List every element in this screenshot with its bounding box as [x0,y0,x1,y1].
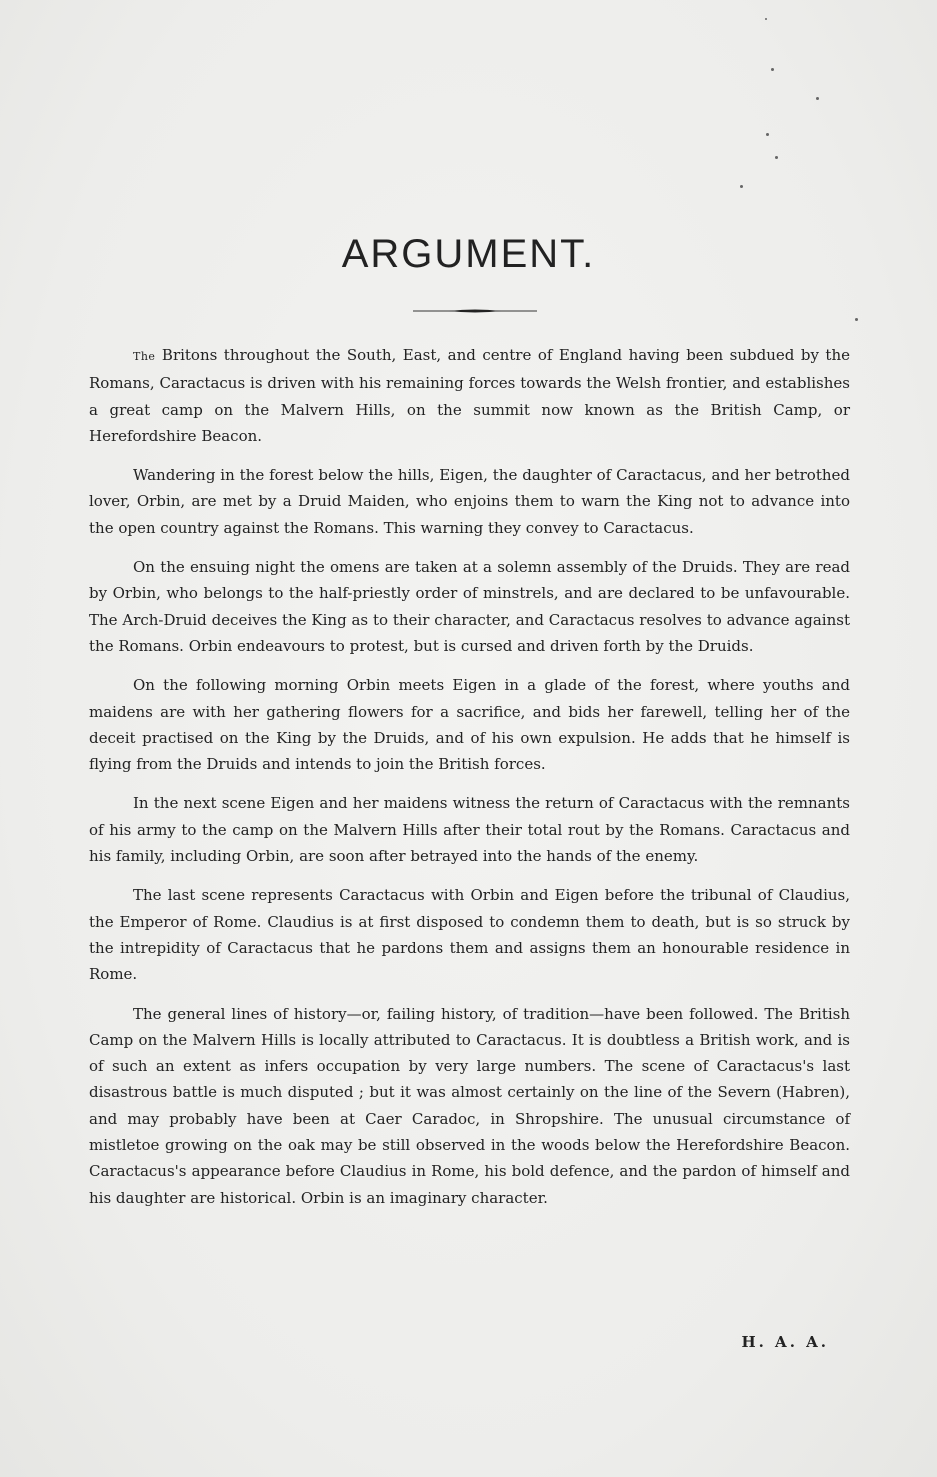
paragraph [89,342,850,449]
paragraph-text: Britons throughout the South, East, and centre of England having been subdued by the Romans, Caractacus is driven with his remaining forces towards the Welsh frontier, and establishes a great camp on the Malvern Hills, on the summit now known as the British Camp, or Herefordshire Beacon. [89,346,850,445]
ink-speck [740,185,743,188]
paragraph [89,462,850,541]
paragraph [89,672,850,777]
author-initials: H. A. A. [741,1333,829,1351]
paragraph-text: The general lines of history—or, failing history, of tradition—have been followed. The British Camp on the Malvern Hills is locally attributed to Caractacus. It is doubtless a British work, and is of such an extent as infers occupation by very large numbers. The scene of Caractacus's last disastrous battle is much disputed ; but it was almost certainly on the line of the Severn (Habren), and may probably have been at Caer Caradoc, in Shropshire. The unusual circumstance of mistletoe growing on the oak may be still observed in the woods below the Herefordshire Beacon. Caractacus's appearance before Claudius in Rome, his bold defence, and the pardon of himself and his daughter are historical. Orbin is an imaginary character. [89,1004,850,1207]
ink-speck [775,156,778,159]
ornamental-rule [413,309,537,313]
paragraph-text: On the ensuing night the omens are taken at a solemn assembly of the Druids. They are read by Orbin, who belongs to the half-priestly order of minstrels, and are declared to be unfavourable. The Arch-Druid deceives the King as to their character, and Caractacus resolves to advance against the Romans. Orbin endeavours to protest, but is cursed and driven forth by the Druids. [89,558,850,655]
ink-speck [816,97,819,100]
ink-speck [766,133,769,136]
ink-speck [765,18,767,20]
paragraph-text: Wandering in the forest below the hills, Eigen, the daughter of Caractacus, and her betrothed lover, Orbin, are met by a Druid Maiden, who enjoins them to warn the King not to advance into the open country against the Romans. This warning they convey to Caractacus. [89,466,850,537]
ink-speck [771,68,774,71]
paragraph [89,1001,850,1211]
paragraph-text: The last scene represents Caractacus with Orbin and Eigen before the tribunal of Claudius, the Emperor of Rome. Claudius is at first disposed to condemn them to death, but is so struck by the intrepidity of Caractacus that he pardons them and assigns them an honourable residence in Rome. [89,886,850,984]
argument-text [89,342,850,1224]
paragraph-text: On the following morning Orbin meets Eigen in a glade of the forest, where youths and maidens are with her gathering flowers for a sacrifice, and bids her farewell, telling her of the deceit practised on the King by the Druids, and of his own expulsion. He adds that he himself is flying from the Druids and intends to join the British forces. [89,676,850,774]
page-title: ARGUMENT. [341,232,596,276]
paragraph [89,882,850,987]
paragraph [89,790,850,869]
paragraph-text: In the next scene Eigen and her maidens witness the return of Caractacus with the remnants of his army to the camp on the Malvern Hills after their total rout by the Romans. Caractacus and his family, including Orbin, are soon after betrayed into the hands of the enemy. [89,794,850,866]
paragraph [89,554,850,659]
small-caps-lead: The [133,350,156,363]
ink-speck [855,318,858,321]
